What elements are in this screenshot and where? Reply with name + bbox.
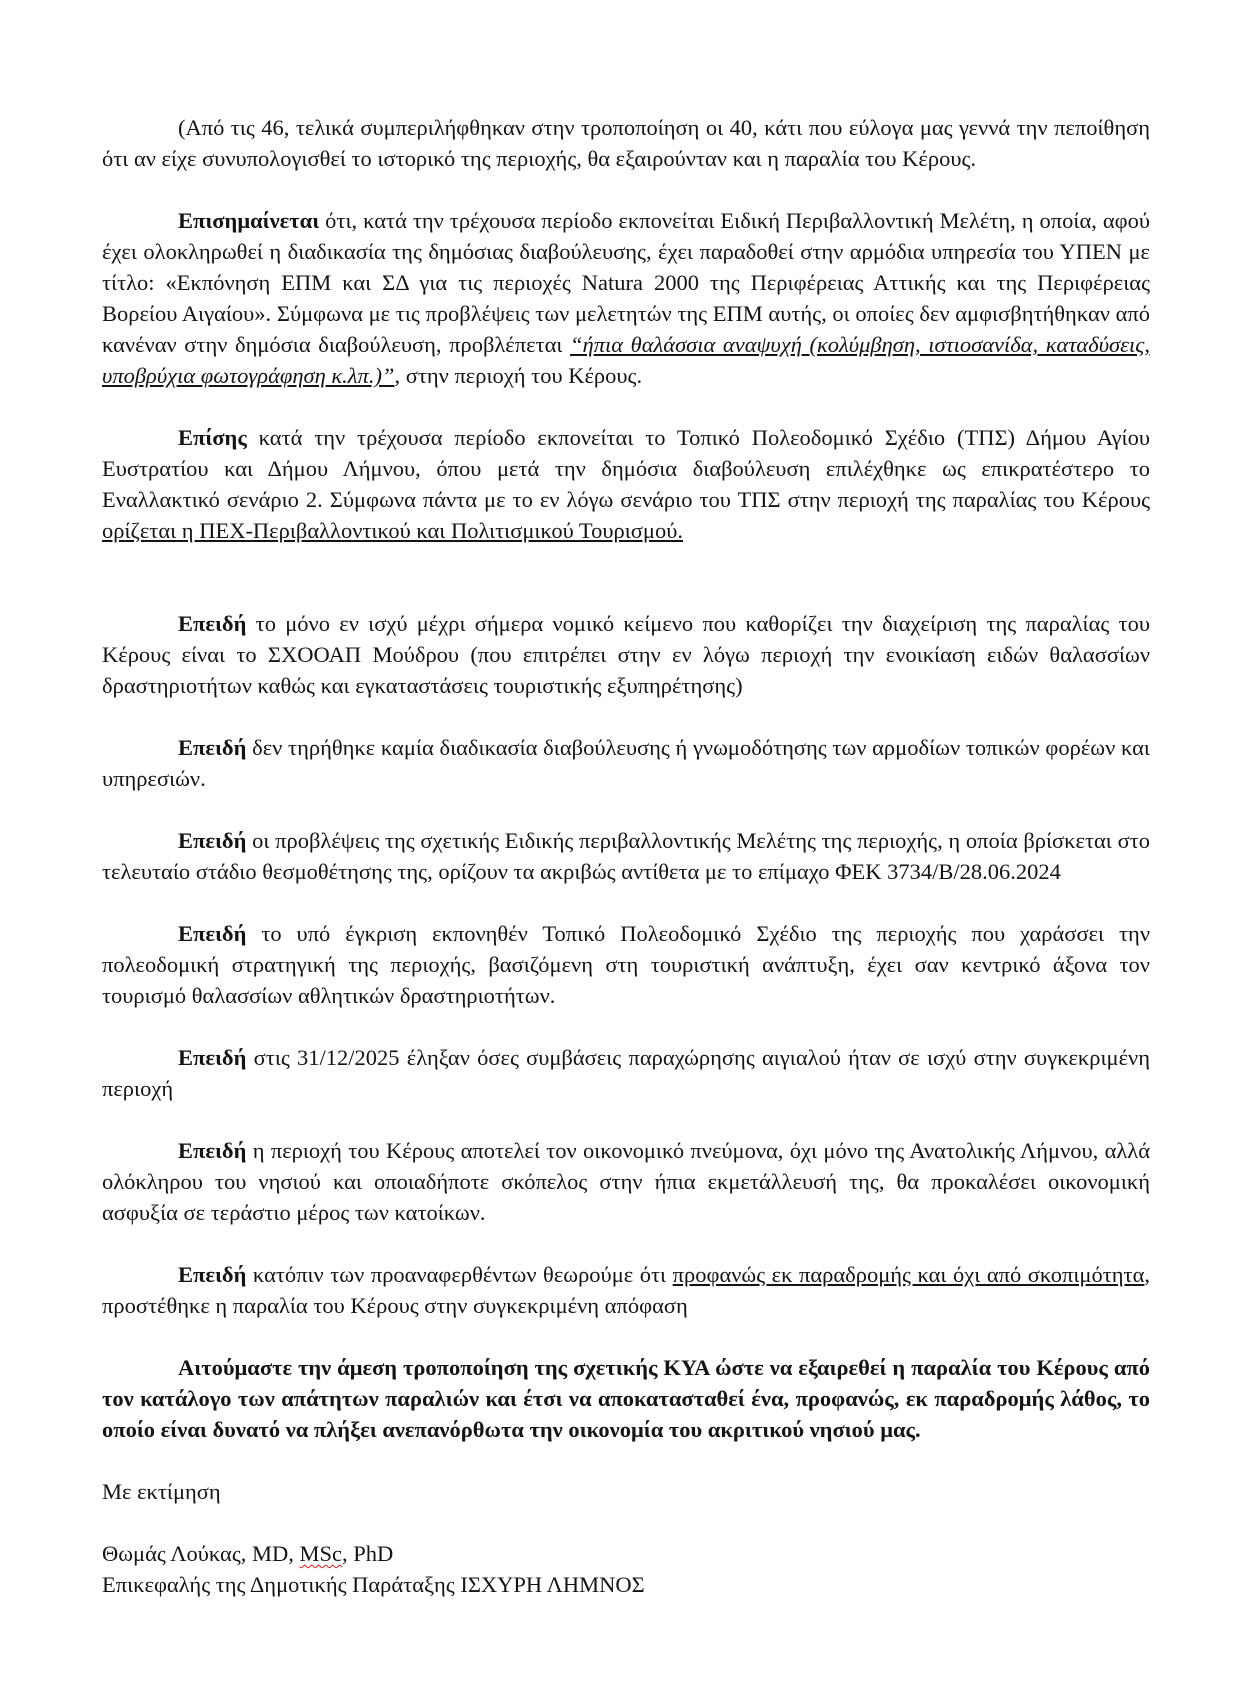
underlined-phrase: ορίζεται η ΠΕΧ-Περιβαλλοντικού και Πολιτισμικού Τουρισμού. <box>102 518 684 543</box>
paragraph-text-tail: , στην περιοχή του Κέρους. <box>394 363 643 388</box>
paragraph-text-tail: , προστέθηκε η παραλία του Κέρους στην συγκεκριμένη απόφαση <box>102 1262 1150 1318</box>
paragraph-text: η περιοχή του Κέρους αποτελεί τον οικονομικό πνεύμονα, όχι μόνο της Ανατολικής Λήμνου, αλλά ολόκληρου του νησιού και οποιαδήποτε σκόπελος στην ήπια εκμετάλλευσή της, θα προκαλέσει οικονομική ασφυξία σε τεράστιο μέρος των κατοίκων. <box>102 1138 1150 1225</box>
paragraph-lead-word: Επειδή <box>178 828 247 853</box>
underlined-phrase: προφανώς εκ παραδρομής και όχι από σκοπιμότητα <box>672 1262 1145 1287</box>
paragraph-lead-word: Επειδή <box>178 1138 247 1163</box>
paragraph-text: στις 31/12/2025 έληξαν όσες συμβάσεις παραχώρησης αιγιαλού ήταν σε ισχύ στην συγκεκριμένη περιοχή <box>102 1045 1150 1101</box>
paragraph-request <box>102 1352 1150 1445</box>
paragraph-whereas-3 <box>102 825 1150 887</box>
paragraph-lead-word: Επίσης <box>178 425 247 450</box>
paragraph-whereas-7 <box>102 1259 1150 1321</box>
signature-block <box>102 1538 1150 1600</box>
paragraph-text: κατόπιν των προαναφερθέντων θεωρούμε ότι <box>246 1262 673 1287</box>
paragraph-text: το υπό έγκριση εκπονηθέν Τοπικό Πολεοδομικό Σχέδιο της περιοχής που χαράσσει την πολεοδομική στρατηγική της περιοχής, βασιζόμενη στη τουριστική ανάπτυξη, έχει σαν κεντρικό άξονα τον τουρισμό θαλασσίων αθλητικών δραστηριοτήτων. <box>102 921 1150 1008</box>
paragraph-text: κατά την τρέχουσα περίοδο εκπονείται το Τοπικό Πολεοδομικό Σχέδιο (ΤΠΣ) Δήμου Αγίου Ευστρατίου και Δήμου Λήμνου, όπου μετά την δημόσια διαβούλευση επιλέχθηκε ως επικρατέστερο το Εναλλακτικό σενάριο 2. Σύμφωνα πάντα με το εν λόγω σενάριο του ΤΠΣ στην περιοχή της παραλίας του Κέρους <box>102 425 1150 512</box>
paragraph-whereas-5 <box>102 1042 1150 1104</box>
paragraph-whereas-1 <box>102 608 1150 701</box>
paragraph-text: δεν τηρήθηκε καμία διαδικασία διαβούλευσης ή γνωμοδότησης των αρμοδίων τοπικών φορέων και υπηρεσιών. <box>102 735 1150 791</box>
paragraph-intro-note <box>102 112 1150 174</box>
quoted-provision: “ήπια θαλάσσια αναψυχή (κολύμβηση, ιστιοσανίδα, καταδύσεις, υποβρύχια φωτογράφηση κ.λπ.)” <box>102 332 1150 388</box>
signature-name-part: Θωμάς Λούκας, MD, <box>102 1541 300 1566</box>
document-page <box>102 112 1150 1600</box>
paragraph-lead-word: Επειδή <box>178 735 247 760</box>
paragraph-text: οι προβλέψεις της σχετικής Ειδικής περιβαλλοντικής Μελέτης της περιοχής, η οποία βρίσκεται στο τελευταίο στάδιο θεσμοθέτησης της, ορίζουν τα ακριβώς αντίθετα με το επίμαχο ΦΕΚ 3734/Β/28.06.2024 <box>102 828 1150 884</box>
paragraph-text: το μόνο εν ισχύ μέχρι σήμερα νομικό κείμενο που καθορίζει την διαχείριση της παραλίας του Κέρους είναι το ΣΧΟΟΑΠ Μούδρου (που επιτρέπει στην εν λόγω περιοχή την ενοικίαση ειδών θαλασσίων δραστηριοτήτων καθώς και εγκαταστάσεις τουριστικής εξυπηρέτησης) <box>102 611 1150 698</box>
signature-degree-msc: MSc <box>299 1541 343 1566</box>
signature-name-part: , PhD <box>342 1541 394 1566</box>
paragraph-text: ότι, κατά την τρέχουσα περίοδο εκπονείται Ειδική Περιβαλλοντική Μελέτη, η οποία, αφού έχει ολοκληρωθεί η διαδικασία της δημόσιας διαβούλευσης, έχει παραδοθεί στην αρμόδια υπηρεσία του ΥΠΕΝ με τίτλο: «Εκπόνηση ΕΠΜ και ΣΔ για τις περιοχές Natura 2000 της Περιφέρειας Αττικής και της Περιφέρειας Βορείου Αιγαίου». Σύμφωνα με τις προβλέψεις των μελετητών της ΕΠΜ αυτής, οι οποίες δεν αμφισβητήθηκαν από κανέναν στην δημόσια διαβούλευση, προβλέπεται <box>102 208 1150 357</box>
closing-salutation: Με εκτίμηση <box>102 1479 221 1504</box>
paragraph-lead-word: Επειδή <box>178 1262 247 1287</box>
signature-name <box>102 1538 1150 1569</box>
signature-title: Επικεφαλής της Δημοτικής Παράταξης ΙΣΧΥΡΗ ΛΗΜΝΟΣ <box>102 1572 645 1597</box>
paragraph-lead-word: Επισημαίνεται <box>178 208 320 233</box>
paragraph-whereas-2 <box>102 732 1150 794</box>
paragraph-whereas-4 <box>102 918 1150 1011</box>
paragraph-special-environmental-study <box>102 205 1150 391</box>
paragraph-lead-word: Επειδή <box>178 1045 247 1070</box>
paragraph-lead-word: Επειδή <box>178 611 247 636</box>
paragraph-local-urban-plan <box>102 422 1150 546</box>
paragraph-text: (Από τις 46, τελικά συμπεριλήφθηκαν στην τροποποίηση οι 40, κάτι που εύλογα μας γεννά την πεποίθηση ότι αν είχε συνυπολογισθεί το ιστορικό της περιοχής, θα εξαιρούνταν και η παραλία του Κέρους. <box>102 115 1150 171</box>
request-text: Αιτούμαστε την άμεση τροποποίηση της σχετικής ΚΥΑ ώστε να εξαιρεθεί η παραλία του Κέρους από τον κατάλογο των απάτητων παραλιών και έτσι να αποκατασταθεί ένα, προφανώς, εκ παραδρομής λάθος, το οποίο είναι δυνατό να πλήξει ανεπανόρθωτα την οικονομία του ακριτικού νησιού μας. <box>102 1355 1150 1442</box>
paragraph-whereas-6 <box>102 1135 1150 1228</box>
paragraph-lead-word: Επειδή <box>178 921 247 946</box>
